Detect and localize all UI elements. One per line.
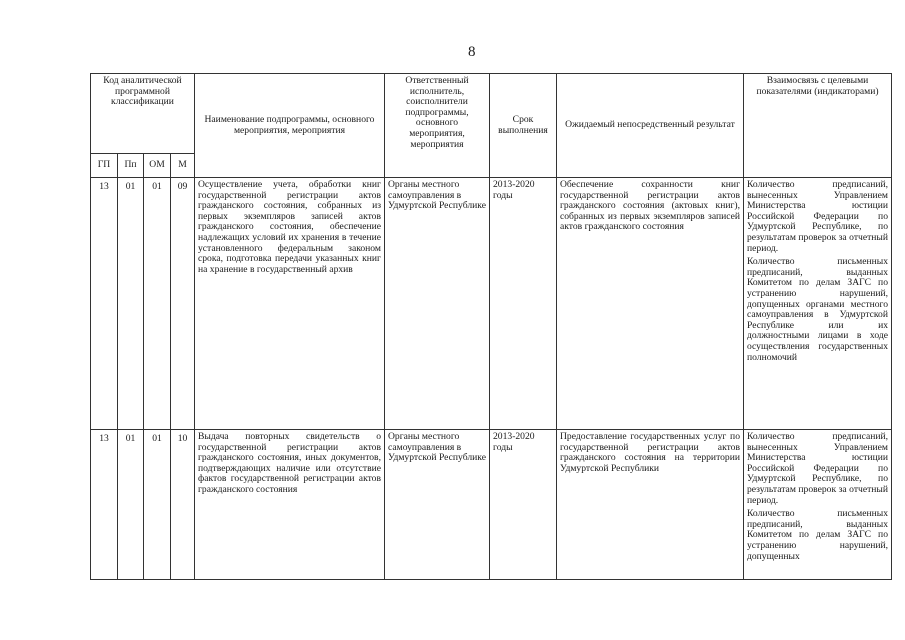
header-code-gp: ГП [91, 154, 118, 178]
header-responsible: Ответственный исполнитель, соисполнители подпрограммы, основного мероприятия, мероприятия [385, 74, 490, 178]
cell-indicators [744, 178, 892, 430]
header-code-pp: Пп [118, 154, 144, 178]
cell-om: 01 [144, 178, 171, 430]
table-row [91, 430, 892, 580]
cell-responsible: Органы местного самоуправления в Удмуртской Республике [385, 178, 490, 430]
cell-indicators [744, 430, 892, 580]
indicator-text: Количество предписаний, вынесенных Управлением Министерства юстиции Российской Федерации по Удмуртской Республике, по результатам проверок за отчетный период. [747, 179, 888, 254]
program-table [90, 73, 892, 580]
indicator-text: Количество предписаний, вынесенных Управлением Министерства юстиции Российской Федерации по Удмуртской Республике, по результатам проверок за отчетный период. [747, 431, 888, 506]
header-name: Наименование подпрограммы, основного мероприятия, мероприятия [195, 74, 385, 178]
table-row [91, 178, 892, 430]
cell-m: 10 [171, 430, 195, 580]
cell-name: Осуществление учета, обработки книг государственной регистрации актов гражданского состояния, собранных из первых экземпляров записей актов гражданского состояния, обеспечение надлежащих условий их хранения в течение установленного федеральным законом срока, подготовка передачи указанных книг на хранение в государственный архив [195, 178, 385, 430]
cell-result: Предоставление государственных услуг по государственной регистрации актов гражданского состояния на территории Удмуртской Республики [557, 430, 744, 580]
cell-gp: 13 [91, 430, 118, 580]
header-relation: Взаимосвязь с целевыми показателями (индикаторами) [744, 74, 892, 178]
header-term: Срок выполнения [490, 74, 557, 178]
indicator-text: Количество письменных предписаний, выданных Комитетом по делам ЗАГС по устранению нарушений, допущенных [747, 508, 888, 562]
header-row [91, 74, 892, 154]
page-number: 8 [468, 44, 476, 60]
cell-term: 2013-2020 годы [490, 430, 557, 580]
header-code-m: М [171, 154, 195, 178]
cell-om: 01 [144, 430, 171, 580]
cell-pp: 01 [118, 178, 144, 430]
cell-pp: 01 [118, 430, 144, 580]
cell-responsible: Органы местного самоуправления в Удмуртской Республике [385, 430, 490, 580]
header-code-group: Код аналитической программной классификации [91, 74, 195, 154]
cell-result: Обеспечение сохранности книг государственной регистрации актов гражданского состояния (актовых книг), собранных из первых экземпляров записей актов гражданского состояния [557, 178, 744, 430]
cell-term: 2013-2020 годы [490, 178, 557, 430]
cell-m: 09 [171, 178, 195, 430]
header-code-om: ОМ [144, 154, 171, 178]
cell-gp: 13 [91, 178, 118, 430]
header-result: Ожидаемый непосредственный результат [557, 74, 744, 178]
indicator-text: Количество письменных предписаний, выданных Комитетом по делам ЗАГС по устранению нарушений, допущенных органами местного самоуправления в Удмуртской Республике или их должностными лицами в ходе осуществления государственных полномочий [747, 256, 888, 363]
cell-name: Выдача повторных свидетельств о государственной регистрации актов гражданского состояния, иных документов, подтверждающих наличие или отсутствие фактов государственной регистрации актов гражданского состояния [195, 430, 385, 580]
